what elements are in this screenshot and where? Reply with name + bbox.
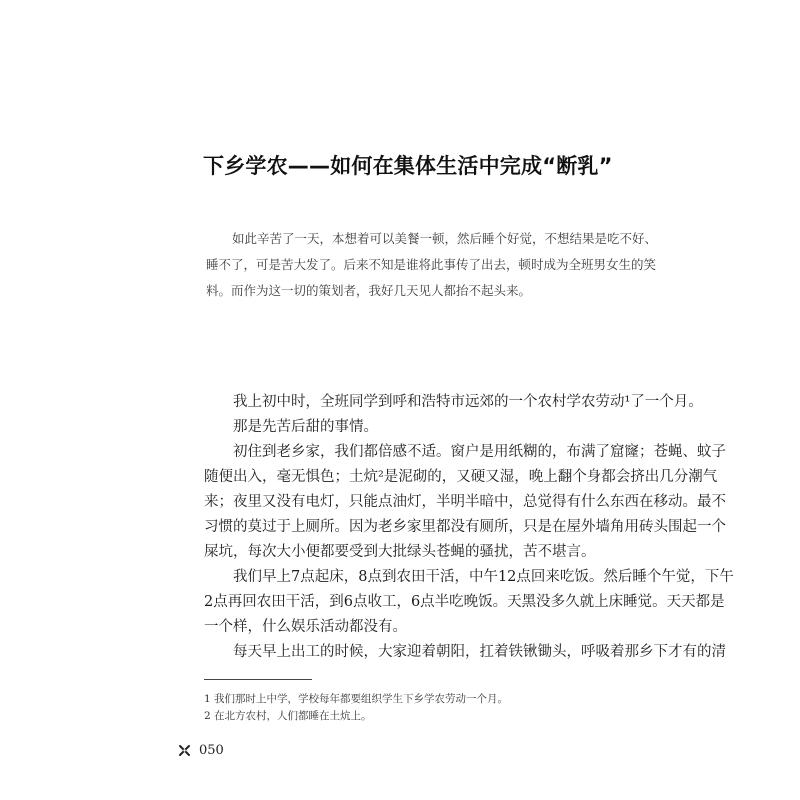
body-line: 初住到老乡家，我们都倍感不适。窗户是用纸糊的，布满了窟窿；苍蝇、蚊子 [233, 444, 726, 460]
body-line: 2点再回农田干活，到6点收工，6点半吃晚饭。天黑没多久就上床睡觉。天天都是 [204, 594, 725, 610]
footnote-divider [204, 679, 312, 680]
footnote: 1 我们那时上中学，学校每年都要组织学生下乡学农劳动一个月。 [204, 693, 509, 705]
intro-line: 如此辛苦了一天，本想着可以美餐一顿，然后睡个好觉，不想结果是吃不好、 [232, 231, 658, 246]
body-line: 屎坑，每次大小便都要受到大批绿头苍蝇的骚扰，苦不堪言。 [204, 544, 596, 560]
body-line: 习惯的莫过于上厕所。因为老乡家里都没有厕所，只是在屋外墙角用砖头围起一个 [204, 519, 726, 535]
chapter-intro [206, 226, 658, 304]
page-number: 050 [199, 743, 224, 758]
body-line: 一个样，什么娱乐活动都没有。 [204, 619, 407, 635]
footnote: 2 在北方农村，人们都睡在土炕上。 [204, 710, 372, 722]
body-line: 我上初中时，全班同学到呼和浩特市远郊的一个农村学农劳动¹了一个月。 [233, 394, 703, 410]
body-line: 来；夜里又没有电灯，只能点油灯，半明半暗中，总觉得有什么东西在移动。最不 [204, 494, 726, 510]
intro-line: 料。而作为这一切的策划者，我好几天见人都抬不起头来。 [206, 283, 532, 298]
intro-line: 睡不了，可是苦大发了。后来不知是谁将此事传了出去，顿时成为全班男女生的笑 [206, 257, 657, 272]
body-text [204, 390, 734, 665]
cross-ornament-icon [178, 744, 191, 757]
body-line: 我们早上7点起床，8点到农田干活，中午12点回来吃饭。然后睡个午觉，下午 [233, 569, 734, 585]
footnotes [204, 691, 652, 725]
page-footer [178, 743, 224, 758]
body-line: 随便出入，毫无惧色；土炕²是泥砌的，又硬又湿，晚上翻个身都会挤出几分潮气 [204, 469, 718, 485]
chapter-title: 下乡学农——如何在集体生活中完成“断乳” [203, 154, 613, 178]
body-line: 每天早上出工的时候，大家迎着朝阳，扛着铁锹锄头，呼吸着那乡下才有的清 [233, 644, 726, 660]
body-line: 那是先苦后甜的事情。 [233, 419, 378, 435]
